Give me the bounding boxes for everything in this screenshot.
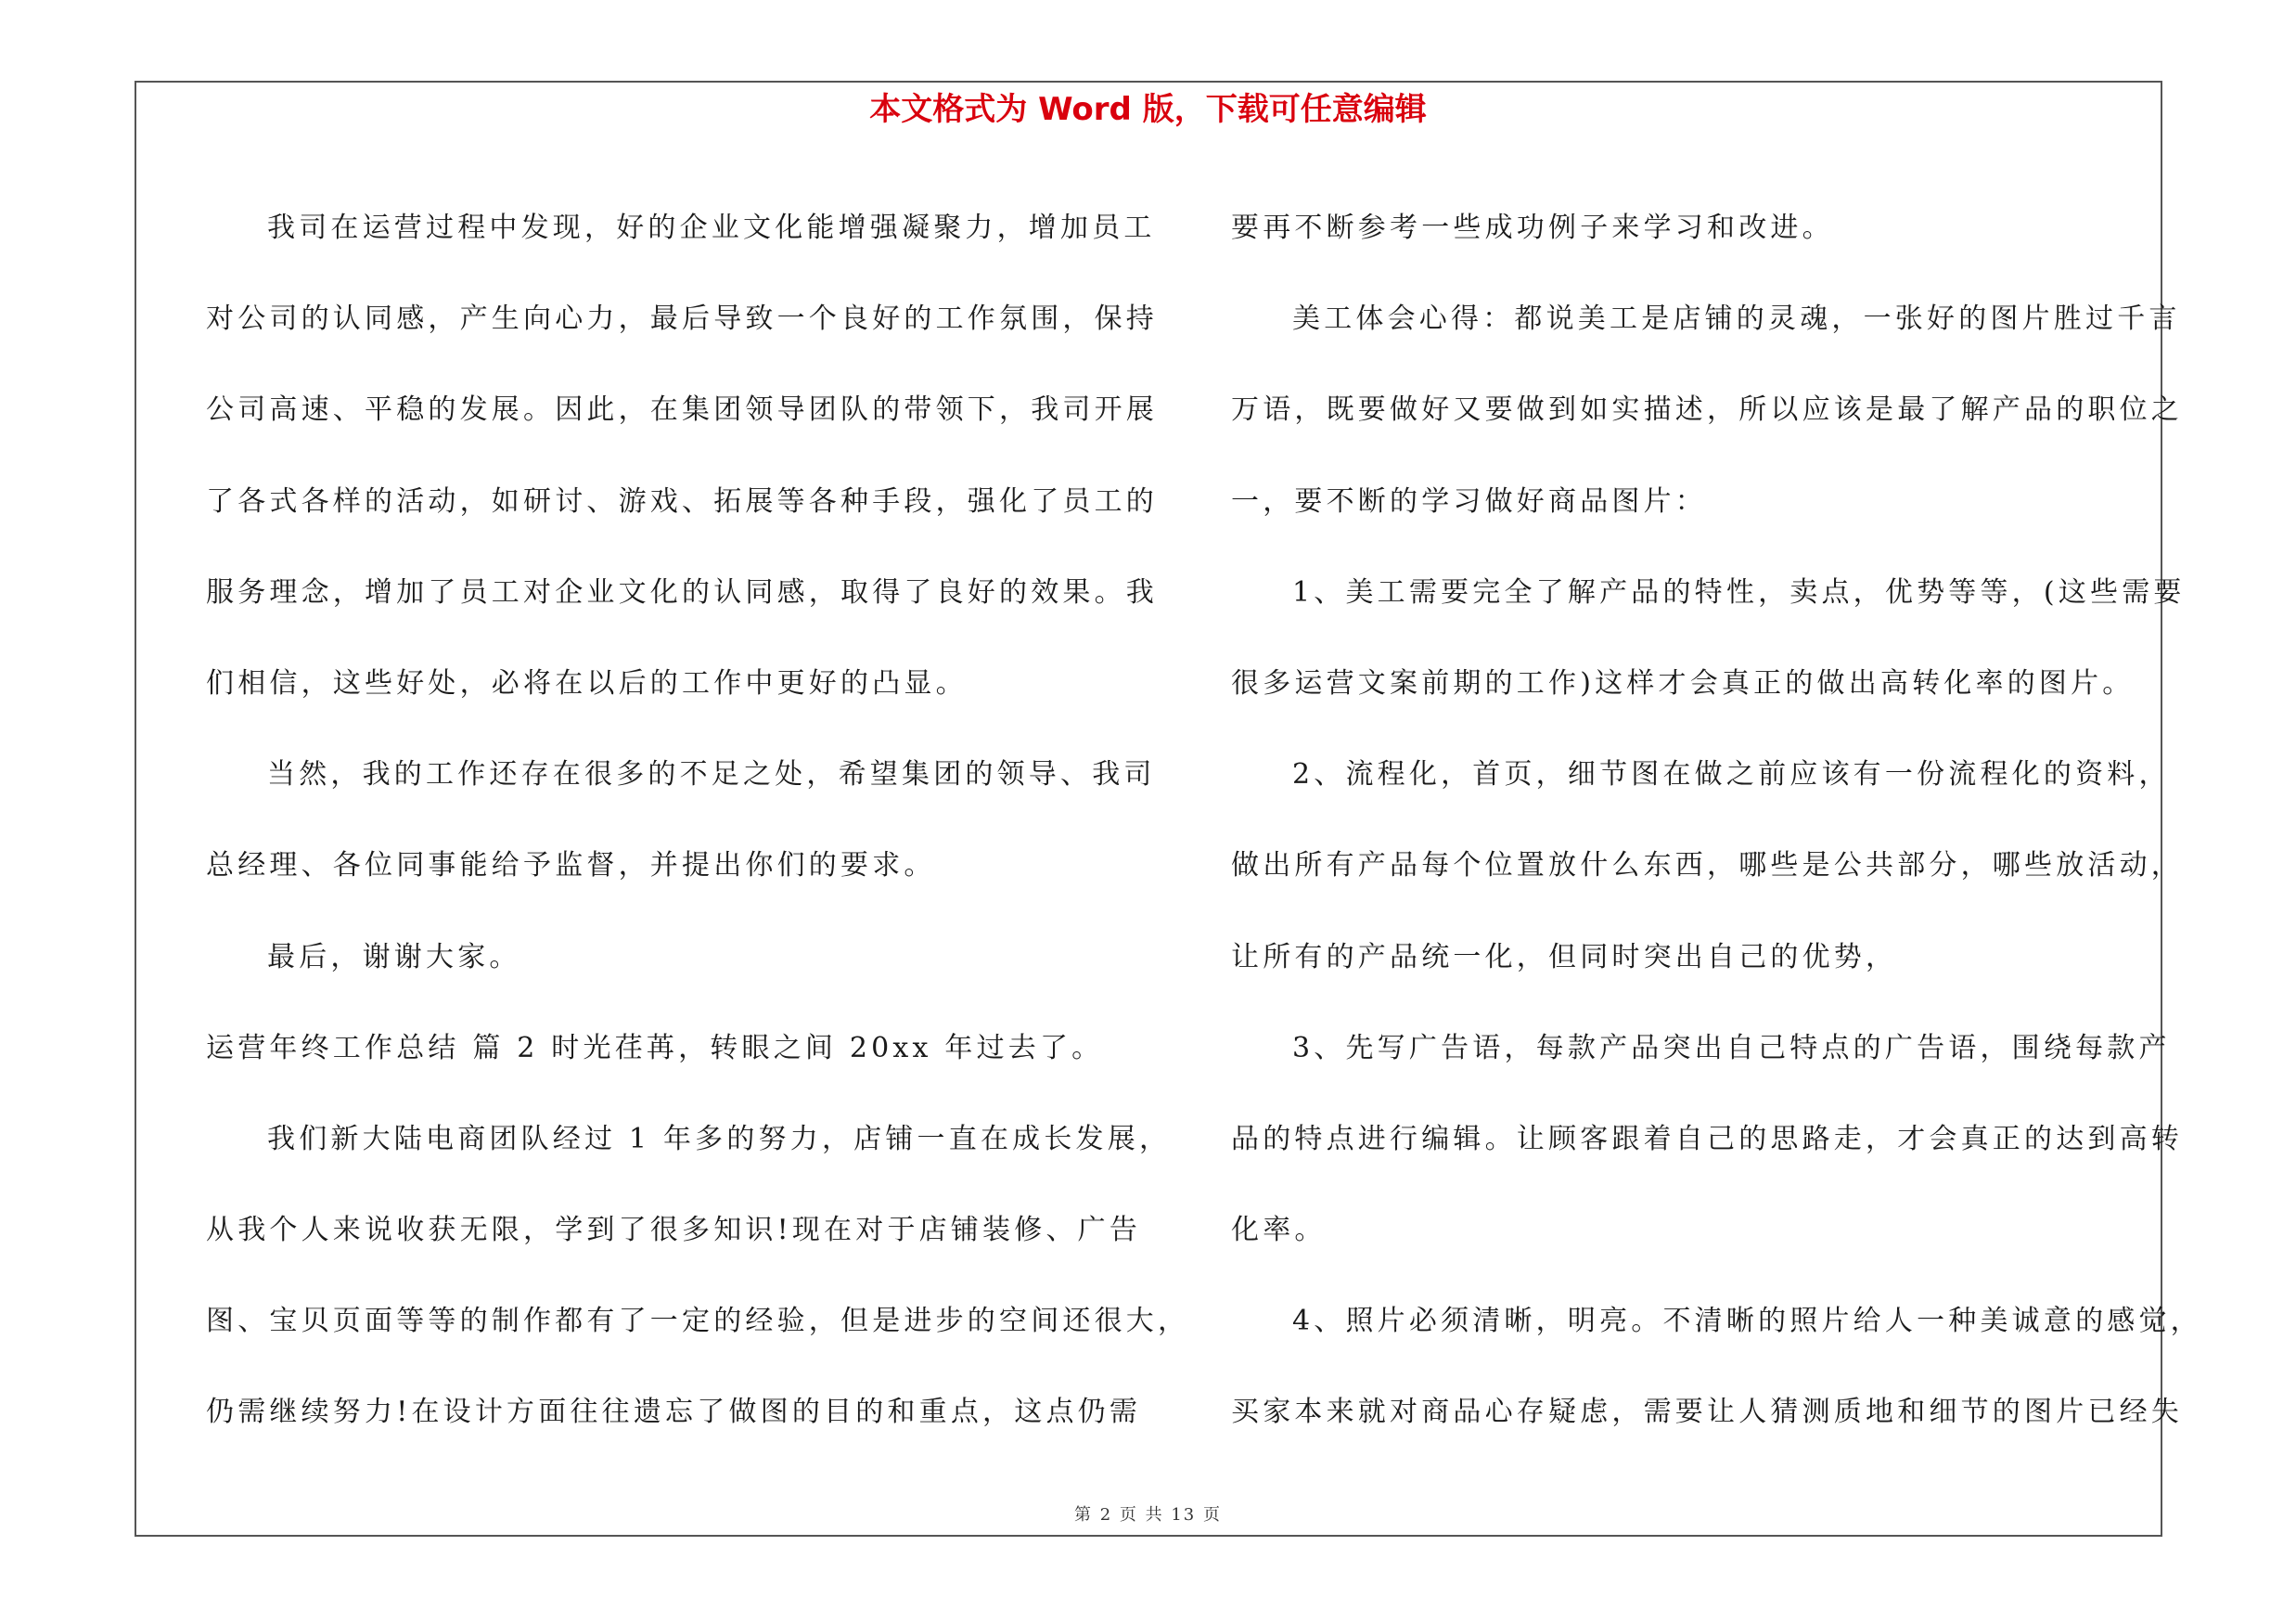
text-line-r13: 买家本来就对商品心存疑虑，需要让人猜测质地和细节的图片已经失 bbox=[1231, 1396, 2183, 1429]
text-line-l8: 最后，谢谢大家。 bbox=[267, 940, 521, 973]
text-line-r10: 品的特点进行编辑。让顾客跟着自己的思路走，才会真正的达到高转 bbox=[1231, 1122, 2183, 1155]
text-line-r11: 化率。 bbox=[1231, 1214, 1327, 1247]
text-line-l12: 图、宝贝页面等等的制作都有了一定的经验，但是进步的空间还很大， bbox=[206, 1305, 1190, 1338]
text-line-r4: 1、美工需要完全了解产品的特性，卖点，优势等等，(这些需要 bbox=[1292, 575, 2186, 609]
text-line-l2: 公司高速、平稳的发展。因此，在集团领导团队的带领下，我司开展 bbox=[206, 393, 1158, 427]
text-line-r5: 很多运营文案前期的工作)这样才会真正的做出高转化率的图片。 bbox=[1231, 666, 2135, 700]
text-line-r12: 4、照片必须清晰，明亮。不清晰的照片给人一种美诚意的感觉， bbox=[1292, 1305, 2202, 1338]
section-heading-line: 运营年终工作总结 篇 2 时光荏苒，转眼之间 20xx 年过去了。 bbox=[206, 1031, 1104, 1064]
text-line-r6: 2、流程化，首页，细节图在做之前应该有一份流程化的资料， bbox=[1292, 758, 2171, 792]
text-line-r3: 一，要不断的学习做好商品图片： bbox=[1231, 484, 1707, 518]
right-text-column bbox=[1231, 183, 2202, 1459]
word-format-banner: 本文格式为 Word 版，下载可任意编辑 bbox=[869, 91, 1427, 128]
text-line-r8: 让所有的产品统一化，但同时突出自己的优势， bbox=[1231, 940, 1898, 973]
text-line-l5: 们相信，这些好处，必将在以后的工作中更好的凸显。 bbox=[206, 666, 968, 700]
text-line-l3: 了各式各样的活动，如研讨、游戏、拓展等各种手段，强化了员工的 bbox=[206, 484, 1158, 518]
text-line-r0: 要再不断参考一些成功例子来学习和改进。 bbox=[1231, 212, 1834, 244]
text-line-l7: 总经理、各位同事能给予监督，并提出你们的要求。 bbox=[206, 849, 936, 882]
text-line-l10: 我们新大陆电商团队经过 1 年多的努力，店铺一直在成长发展， bbox=[267, 1122, 1172, 1155]
text-line-r9: 3、先写广告语，每款产品突出自己特点的广告语，围绕每款产 bbox=[1292, 1031, 2171, 1064]
text-line-r2: 万语，既要做好又要做到如实描述，所以应该是最了解产品的职位之 bbox=[1231, 393, 2183, 427]
page-number: 第 2 页 共 13 页 bbox=[1074, 1505, 1222, 1525]
text-line-l0: 我司在运营过程中发现，好的企业文化能增强凝聚力，增加员工 bbox=[267, 212, 1156, 244]
text-line-l4: 服务理念，增加了员工对企业文化的认同感，取得了良好的效果。我 bbox=[206, 575, 1158, 609]
text-line-l1: 对公司的认同感，产生向心力，最后导致一个良好的工作氛围，保持 bbox=[206, 303, 1158, 336]
text-line-l11: 从我个人来说收获无限，学到了很多知识!现在对于店铺装修、广告 bbox=[206, 1214, 1142, 1247]
text-line-r7: 做出所有产品每个位置放什么东西，哪些是公共部分，哪些放活动， bbox=[1231, 849, 2183, 882]
left-text-column bbox=[206, 183, 1190, 1459]
text-line-l6: 当然，我的工作还存在很多的不足之处，希望集团的领导、我司 bbox=[267, 758, 1156, 792]
text-line-l13: 仍需继续努力!在设计方面往往遗忘了做图的目的和重点，这点仍需 bbox=[206, 1396, 1142, 1429]
text-line-r1: 美工体会心得：都说美工是店铺的灵魂，一张好的图片胜过千言 bbox=[1292, 303, 2181, 336]
